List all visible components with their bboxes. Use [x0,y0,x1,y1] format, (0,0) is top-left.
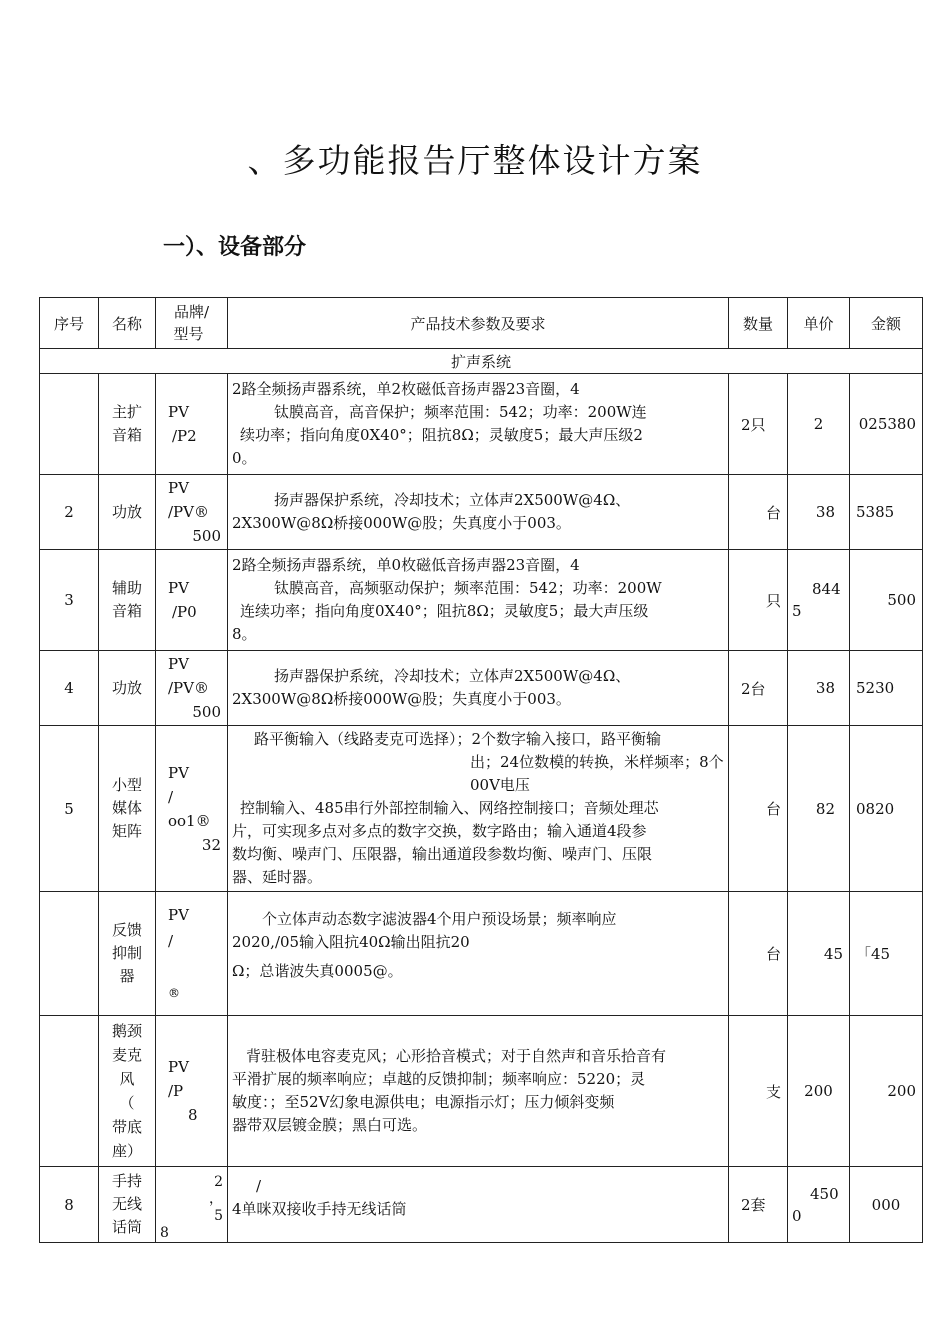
row-qty: 支 [729,1016,788,1167]
row-brand-line: oo1® [168,811,211,830]
row-spec-line: 出；24位数模的转换，米样频率；8个00V电压 [470,753,724,794]
row-qty: 台 [729,475,788,550]
header-brand-line: 型号 [173,325,204,343]
row-amount: 0820 [850,726,923,892]
row-qty: 2只 [729,374,788,475]
row-price-line: 844 [812,580,841,598]
row-name-line: 抑制 [111,944,142,962]
row-price: 2 [788,374,850,475]
row-spec-line: / [256,1176,262,1195]
row-spec [228,892,729,1016]
row-name-line: 麦克 [111,1046,142,1064]
row-brand [156,1167,228,1243]
row-spec-line: 控制输入、485串行外部控制输入、网络控制接口；音频处理芯 [240,799,659,817]
row-spec-line: 路平衡输入（线路麦克可选择）；2个数字输入接口，路平衡输 [254,730,662,748]
row-name-line: 风 [119,1070,135,1088]
row-qty: 台 [729,892,788,1016]
table-row [40,374,923,475]
row-index: 3 [40,550,99,651]
row-price: 200 [788,1016,850,1167]
row-name-line: 辅助 [111,579,142,597]
row-spec-line: 器带双层镀金膜；黑白可选。 [232,1116,428,1134]
row-spec [228,550,729,651]
row-price: 38 [788,475,850,550]
row-name [99,1016,156,1167]
row-brand-line: 2 [214,1174,223,1190]
row-spec-line: 2路全频扬声器系统，单2枚磁低音扬声器23音圈，4 [232,380,580,398]
row-spec-line: 敏度：；至52V幻象电源供电；电源指示灯；压力倾斜变频 [232,1093,615,1111]
header-brand-line: 品牌/ [173,303,210,321]
row-name-line: 器 [119,967,135,985]
row-index: 4 [40,651,99,726]
row-name-line: 鹅颈 [111,1022,142,1040]
row-brand-line [168,954,227,980]
row-brand-line: 5 [214,1208,223,1224]
equipment-table [39,297,923,1243]
row-spec [228,475,729,550]
row-brand [156,374,228,475]
row-spec-line: 4单咪双接收手持无线话筒 [232,1199,407,1218]
row-name-line: （ [119,1094,135,1112]
row-brand-line: PV [168,579,189,597]
row-brand-line: 8 [188,1106,198,1124]
row-name [99,550,156,651]
row-brand [156,651,228,726]
table-header-row [40,298,923,349]
row-qty: 2套 [729,1167,788,1243]
document-title: 、多功能报告厅整体设计方案 [247,141,703,180]
row-brand-line: PV [168,763,189,782]
row-spec-line: 钛膜高音，高频驱动保护；频率范围：542；功率：200W [274,579,662,597]
table-row [40,475,923,550]
header-price: 单价 [788,298,850,349]
row-name-line: 手持 [111,1172,142,1190]
row-brand-line: PV [168,905,189,924]
row-brand-line: 500 [192,527,221,545]
row-spec-line: 扬声器保护系统，冷却技术；立体声2X500W@4Ω、 [274,491,631,509]
row-name [99,651,156,726]
row-index [40,374,99,475]
row-name [99,374,156,475]
row-name-line: 座） [111,1142,142,1160]
row-qty: 只 [729,550,788,651]
row-spec-line: 2X300W@8Ω桥接000W@股；失真度小于003。 [232,514,571,532]
row-brand [156,1016,228,1167]
table-row [40,726,923,892]
row-amount: 5230 [850,651,923,726]
header-brand [156,298,228,349]
row-brand-line: 500 [192,703,221,721]
row-spec-line: 平滑扩展的频率响应；卓越的反馈抑制；频率响应：5220；灵 [232,1070,646,1088]
row-brand-line: PV [168,1058,189,1076]
row-price: 38 [788,651,850,726]
row-spec-line: 2020,/05输入阻抗40Ω输出阻抗20 [232,933,470,951]
row-name-line: 媒体 [111,799,142,817]
row-brand-line: /PV® [168,503,209,521]
row-spec-line: 8。 [232,625,257,643]
row-price-line: 5 [792,602,802,620]
row-name-line: 无线 [111,1195,142,1213]
row-price [788,1167,850,1243]
row-brand-line: PV [168,479,189,497]
row-index: 2 [40,475,99,550]
header-amount: 金额 [850,298,923,349]
row-name-line: 带底 [111,1118,142,1136]
table-row [40,892,923,1016]
row-spec-line: 2X300W@8Ω桥接000W@股；失真度小于003。 [232,690,571,708]
row-spec [228,1167,729,1243]
row-brand-line: ， [209,1191,223,1207]
row-name-line: 主扩 [111,403,142,421]
row-brand-line: / [168,931,174,950]
table-row [40,651,923,726]
row-index: 8 [40,1167,99,1243]
table-row [40,550,923,651]
row-amount: 025380 [850,374,923,475]
table-row [40,1016,923,1167]
row-brand-line: /P2 [172,427,197,445]
row-brand-line: 32 [201,835,221,854]
row-spec-line: 续功率；指向角度0X40°；阻抗8Ω；灵敏度5；最大声压级2 [240,426,643,444]
row-spec-line: 0。 [232,449,257,467]
row-name [99,726,156,892]
row-price-line: 0 [792,1206,802,1225]
row-qty: 台 [729,726,788,892]
row-brand-line: 8 [160,1225,169,1241]
row-spec [228,726,729,892]
row-spec-line: Ω；总谐波失真0005@。 [232,962,403,980]
row-name [99,1167,156,1243]
header-spec: 产品技术参数及要求 [228,298,729,349]
row-index: 5 [40,726,99,892]
row-brand-line: ® [168,985,180,1000]
row-price: 82 [788,726,850,892]
row-amount: 5385 [850,475,923,550]
row-brand-line: /P0 [172,603,197,621]
row-index [40,1016,99,1167]
row-spec-line: 器、延时器。 [232,868,323,886]
row-spec-line: 连续功率；指向角度0X40°；阻抗8Ω；灵敏度5；最大声压级 [240,602,649,620]
row-spec [228,374,729,475]
row-price-line: 450 [810,1184,839,1203]
row-price [788,550,850,651]
row-brand [156,475,228,550]
row-name-line: 反馈 [111,921,142,939]
row-qty: 2台 [729,651,788,726]
row-brand [156,550,228,651]
row-spec-line: 2路全频扬声器系统，单0枚磁低音扬声器23音圈，4 [232,556,580,574]
header-qty: 数量 [729,298,788,349]
row-spec-line: 个立体声动态数字滤波器4个用户预设场景；频率响应 [262,910,617,928]
row-name-line: 功放 [111,502,142,521]
row-spec-line: 数均衡、噪声门、压限器，输出通道段参数均衡、噪声门、压限 [232,845,653,863]
row-spec-line: 背驻极体电容麦克风；心形拾音模式；对于自然声和音乐拾音有 [246,1047,667,1065]
row-price: 45 [788,892,850,1016]
row-amount: 「45 [850,892,923,1016]
header-name: 名称 [99,298,156,349]
row-name-line: 小型 [111,776,142,794]
row-name-line: 功放 [111,678,142,697]
row-spec-line: 片，可实现多点对多点的数字交换，数字路由；输入通道4段参 [232,822,647,840]
category-row [40,349,923,374]
row-amount: 500 [850,550,923,651]
row-brand [156,892,228,1016]
row-brand-line: /P [168,1082,184,1100]
row-spec [228,1016,729,1167]
row-name-line: 音箱 [111,426,142,444]
row-amount: 200 [850,1016,923,1167]
section-heading: 一）、设备部分 [163,235,307,260]
row-index [40,892,99,1016]
header-index: 序号 [40,298,99,349]
row-brand-line: PV [168,655,189,673]
table-row [40,1167,923,1243]
row-spec [228,651,729,726]
row-brand-line: /PV® [168,679,209,697]
row-name [99,475,156,550]
row-spec-line: 钛膜高音，高音保护；频率范围：542；功率：200W连 [274,403,647,421]
row-brand-line: / [168,787,174,806]
row-spec-line: 扬声器保护系统，冷却技术；立体声2X500W@4Ω、 [274,667,631,685]
row-name-line: 矩阵 [111,822,142,840]
category-label: 扩声系统 [40,349,923,374]
row-brand-line: PV [168,403,189,421]
row-amount: 000 [850,1167,923,1243]
row-brand [156,726,228,892]
row-name [99,892,156,1016]
row-name-line: 话筒 [111,1218,142,1236]
row-name-line: 音箱 [111,602,142,620]
